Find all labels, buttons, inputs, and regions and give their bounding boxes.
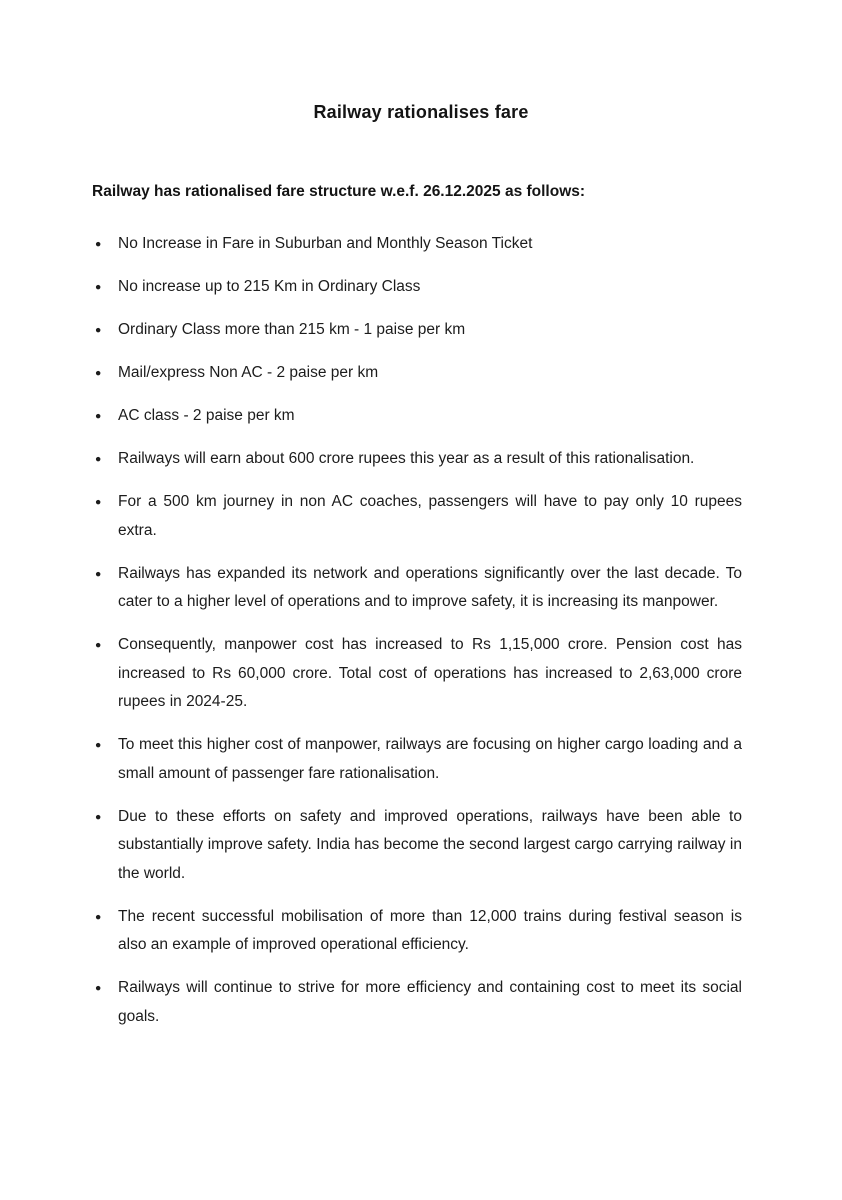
bullet-item: ● The recent successful mobilisation of more than 12,000 trains during festival season is also an example of improved operational efficiency. <box>92 903 742 960</box>
bullet-item: ● To meet this higher cost of manpower, railways are focusing on higher cargo loading and a small amount of passenger fare rationalisation. <box>92 731 742 788</box>
bullet-item: ● Consequently, manpower cost has increased to Rs 1,15,000 crore. Pension cost has increased to Rs 60,000 crore. Total cost of operations has increased to 2,63,000 crore rupees in 2024-25. <box>92 631 742 717</box>
document-title: Railway rationalises fare <box>313 102 529 122</box>
bullet-item: ● No Increase in Fare in Suburban and Monthly Season Ticket <box>92 230 742 259</box>
document-body <box>92 180 742 1031</box>
bullet-item: ● Railways will earn about 600 crore rupees this year as a result of this rationalisation. <box>92 445 742 474</box>
bullet-item: ● Mail/express Non AC - 2 paise per km <box>92 359 742 388</box>
bullet-item: ● For a 500 km journey in non AC coaches, passengers will have to pay only 10 rupees extra. <box>92 488 742 545</box>
bullet-item: ● AC class - 2 paise per km <box>92 402 742 431</box>
bullet-item: ● Due to these efforts on safety and improved operations, railways have been able to substantially improve safety. India has become the second largest cargo carrying railway in the world. <box>92 803 742 889</box>
bullet-item: ● Railways will continue to strive for more efficiency and containing cost to meet its social goals. <box>92 974 742 1031</box>
bullet-list <box>92 230 742 1031</box>
bullet-item: ● Railways has expanded its network and operations significantly over the last decade. To cater to a higher level of operations and to improve safety, it is increasing its manpower. <box>92 560 742 617</box>
bullet-item: ● No increase up to 215 Km in Ordinary Class <box>92 273 742 302</box>
intro-line: Railway has rationalised fare structure w.e.f. 26.12.2025 as follows: <box>92 183 586 200</box>
bullet-item: ● Ordinary Class more than 215 km - 1 paise per km <box>92 316 742 345</box>
